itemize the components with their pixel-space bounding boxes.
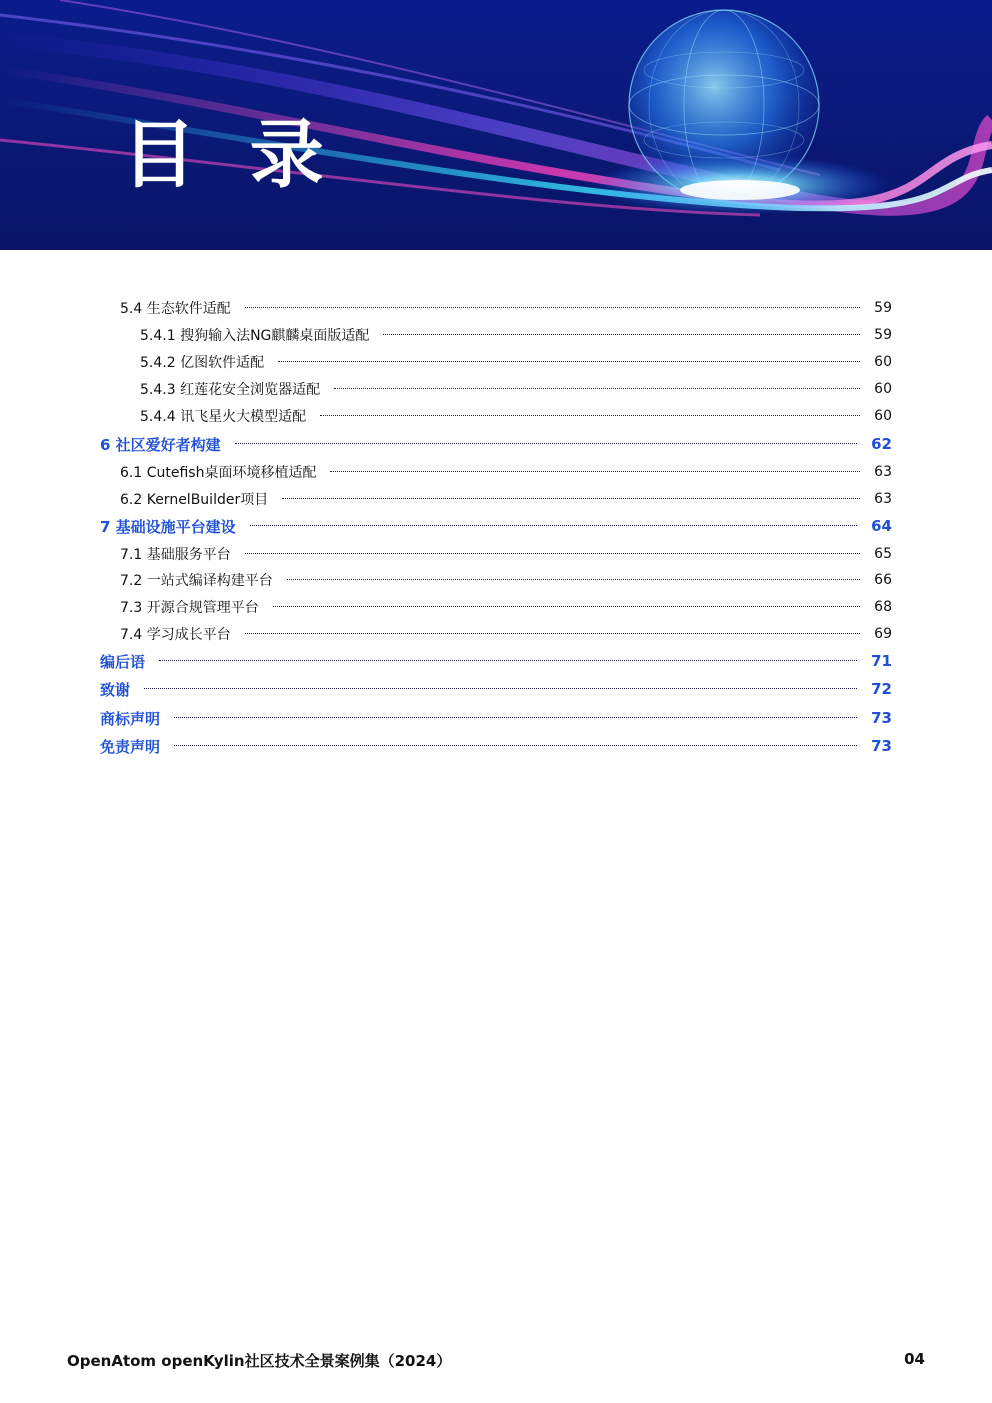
- toc-chapter-label: 免责声明: [100, 737, 161, 756]
- toc-chapter[interactable]: [100, 733, 892, 759]
- header-banner: [0, 0, 992, 250]
- toc-entry-page: 60: [874, 381, 892, 397]
- toc-chapter-label: 商标声明: [100, 709, 161, 728]
- toc-entry-label: 7.1 基础服务平台: [120, 547, 231, 563]
- toc-entry-page: 63: [874, 464, 892, 480]
- toc-chapter[interactable]: [100, 648, 892, 674]
- toc-chapter[interactable]: [100, 513, 892, 539]
- toc-entry[interactable]: [120, 459, 892, 485]
- toc-chapter[interactable]: [100, 676, 892, 702]
- footer-document-title: OpenAtom openKylin社区技术全景案例集（2024）: [67, 1352, 452, 1370]
- toc-entry-label: 5.4.3 红莲花安全浏览器适配: [140, 382, 321, 398]
- toc-chapter-page: 73: [871, 709, 892, 727]
- toc-entry[interactable]: [120, 567, 892, 593]
- toc-entry-page: 60: [874, 408, 892, 424]
- toc-entry-page: 63: [874, 491, 892, 507]
- toc-entry[interactable]: [140, 322, 892, 348]
- dot-leader: [273, 606, 860, 607]
- dot-leader: [174, 745, 857, 746]
- dot-leader: [334, 388, 860, 389]
- dot-leader: [278, 361, 860, 362]
- toc-entry-page: 69: [874, 626, 892, 642]
- toc-chapter-label: 编后语: [100, 652, 146, 671]
- dot-leader: [235, 443, 857, 444]
- toc-chapter-page: 71: [871, 652, 892, 670]
- toc-entry-label: 5.4.1 搜狗输入法NG麒麟桌面版适配: [140, 328, 370, 344]
- toc-entry-label: 6.2 KernelBuilder项目: [120, 492, 269, 508]
- toc-chapter-page: 64: [871, 517, 892, 535]
- toc-entry-label: 7.2 一站式编译构建平台: [120, 573, 273, 589]
- toc-entry[interactable]: [140, 403, 892, 429]
- dot-leader: [245, 307, 860, 308]
- toc-chapter-label: 致谢: [100, 680, 131, 699]
- toc-chapter-label: 7 基础设施平台建设: [100, 517, 236, 536]
- toc-chapter-page: 72: [871, 680, 892, 698]
- toc-entry[interactable]: [140, 376, 892, 402]
- toc-chapter-page: 73: [871, 737, 892, 755]
- toc-entry-page: 68: [874, 599, 892, 615]
- dot-leader: [383, 334, 860, 335]
- dot-leader: [245, 553, 860, 554]
- dot-leader: [144, 688, 857, 689]
- toc-entry-page: 59: [874, 300, 892, 316]
- dot-leader: [174, 717, 857, 718]
- toc-entry[interactable]: [120, 486, 892, 512]
- toc-entry[interactable]: [140, 349, 892, 375]
- toc-entry-page: 65: [874, 546, 892, 562]
- dot-leader: [330, 471, 860, 472]
- toc-entry[interactable]: [120, 295, 892, 321]
- toc-entry-label: 7.3 开源合规管理平台: [120, 600, 259, 616]
- dot-leader: [250, 525, 857, 526]
- dot-leader: [245, 633, 860, 634]
- toc-entry-page: 60: [874, 354, 892, 370]
- toc-chapter-page: 62: [871, 435, 892, 453]
- toc-entry-label: 5.4.4 讯飞星火大模型适配: [140, 409, 307, 425]
- dot-leader: [159, 660, 857, 661]
- toc-entry-label: 7.4 学习成长平台: [120, 627, 231, 643]
- dot-leader: [320, 415, 860, 416]
- dot-leader: [282, 498, 860, 499]
- toc-entry[interactable]: [120, 594, 892, 620]
- toc-entry-label: 6.1 Cutefish桌面环境移植适配: [120, 465, 317, 481]
- toc-entry-page: 59: [874, 327, 892, 343]
- toc-chapter[interactable]: [100, 705, 892, 731]
- toc-chapter[interactable]: [100, 431, 892, 457]
- toc-entry-label: 5.4.2 亿图软件适配: [140, 355, 265, 371]
- toc-entry-page: 66: [874, 572, 892, 588]
- toc-chapter-label: 6 社区爱好者构建: [100, 435, 221, 454]
- toc-entry-label: 5.4 生态软件适配: [120, 301, 231, 317]
- toc-entry[interactable]: [120, 541, 892, 567]
- page-title: 目 录: [122, 112, 338, 198]
- dot-leader: [287, 579, 860, 580]
- footer-page-number: 04: [904, 1350, 925, 1368]
- toc-entry[interactable]: [120, 621, 892, 647]
